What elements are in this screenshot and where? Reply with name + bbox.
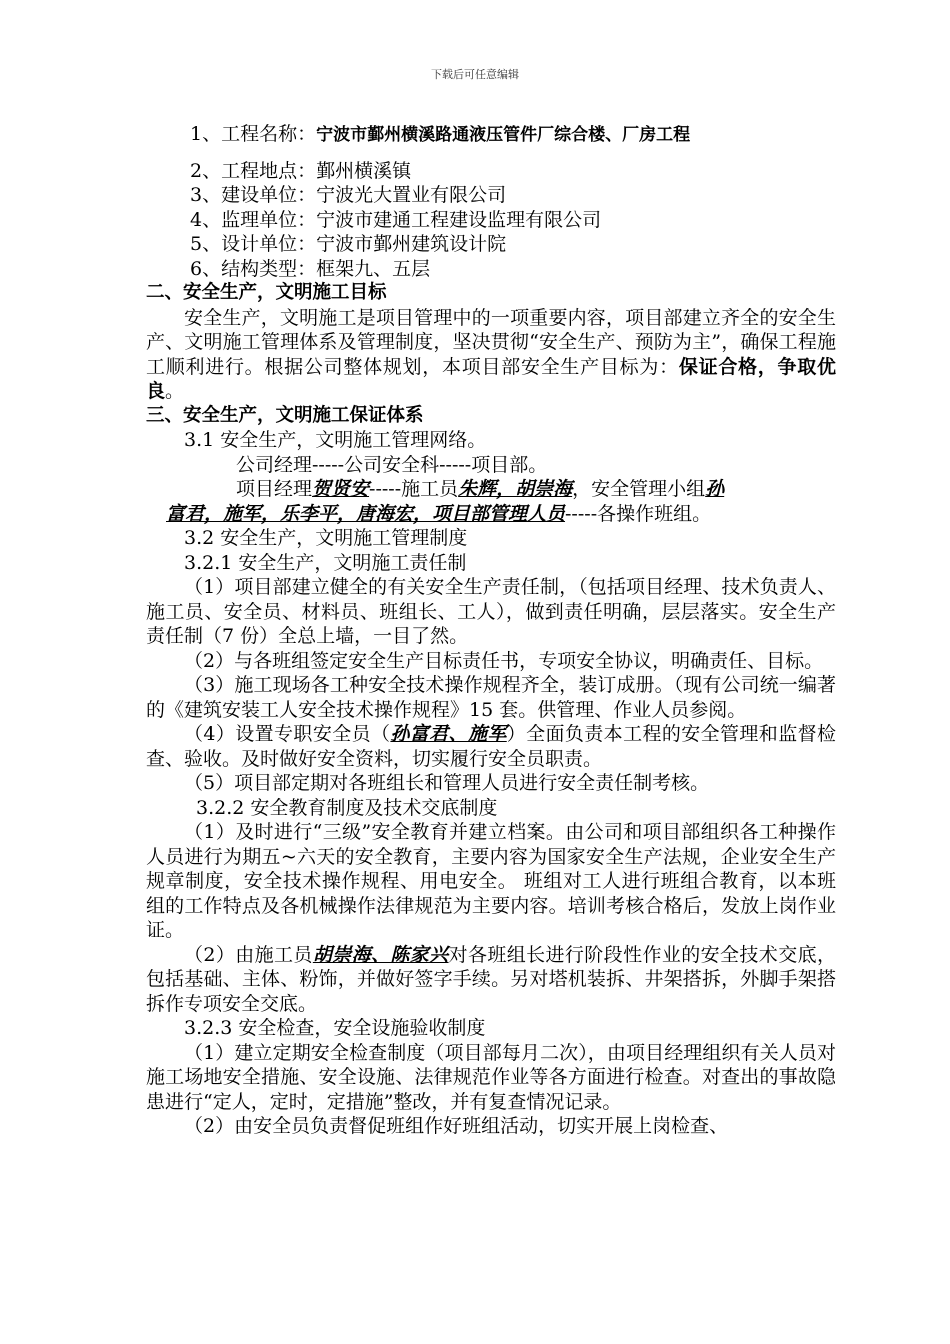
section-2-paragraph <box>146 306 836 404</box>
chain-manager-label: 项目经理 <box>236 478 313 500</box>
responsibility-item-4 <box>146 722 836 771</box>
document-body <box>146 122 836 1139</box>
project-owner: 3、建设单位：宁波光大置业有限公司 <box>190 184 507 206</box>
inspection-item-2: （2）由安全员负责督促班组作好班组活动，切实开展上岗检查、 <box>184 1115 729 1137</box>
project-supervisor: 4、监理单位：宁波市建通工程建设监理有限公司 <box>190 208 602 231</box>
chain-group-label: ，安全管理小组 <box>572 478 706 500</box>
manager-name: 贺贤安 <box>312 478 370 500</box>
project-name-line <box>146 122 836 148</box>
safety-goal: 保证合格，争取优良 <box>146 355 836 402</box>
subsection-3-2-3: 3.2.3 安全检查，安全设施验收制度 <box>184 1017 486 1039</box>
item-4-text-b: ）全面负责本工程的安全管理和监督检查、验收。及时做好安全资料，切实履行安全员职责。 <box>146 723 836 770</box>
education-item-1: （1）及时进行“三级”安全教育并建立档案。由公司和项目部组织各工种操作人员进行为期五~六天的安全教育，主要内容为国家安全生产法规，企业安全生产规章制度，安全技术操作规程、用电安全。 班组对工人进行班组合教育，以本班组的工作特点及各机械操作法律规范为主要内容。培训考核合格后，发放上岗作业证。 <box>146 821 836 941</box>
responsibility-item-1: （1）项目部建立健全的有关安全生产责任制，（包括项目经理、技术负责人、施工员、安全员、材料员、班组长、工人），做到责任明确，层层落实。安全生产责任制（7 份）全总上墙，一目了然。 <box>146 576 836 647</box>
subsection-3-2: 3.2 安全生产，文明施工管理制度 <box>184 527 468 549</box>
chain-end: -----各操作班组。 <box>565 502 712 525</box>
edu-2-names: 胡崇海、陈家兴 <box>312 943 449 966</box>
edu-2-text-b: 对各班组长进行阶段性作业的安全技术交底，包括基础、主体、粉饰，并做好签字手续。另对塔机装拆、井架搭拆，外脚手架搭拆作专项安全交底。 <box>146 943 836 1015</box>
project-name-value: 宁波市鄞州横溪路通液压管件厂综合楼、厂房工程 <box>316 125 691 145</box>
chain-worker-label: -----施工员 <box>369 478 459 500</box>
item-4-text-a: （4）设置专职安全员（ <box>184 723 391 745</box>
management-chain-cont <box>146 502 836 527</box>
section-3-heading: 三、安全生产，文明施工保证体系 <box>146 404 424 426</box>
responsibility-item-2: （2）与各班组签定安全生产目标责任书，专项安全协议，明确责任、目标。 <box>184 649 824 672</box>
project-location: 2、工程地点：鄞州横溪镇 <box>190 159 412 182</box>
section-2-text: 安全生产，文明施工是项目管理中的一项重要内容，项目部建立齐全的安全生产、文明施工管理体系及管理制度，坚决贯彻“安全生产、预防为主”，确保工程施工顺利进行。根据公司整体规划，本项目部安全生产目标为： <box>146 306 836 378</box>
education-item-2 <box>146 943 836 1017</box>
edu-2-text-a: （2）由施工员 <box>184 943 313 966</box>
subsection-3-2-1: 3.2.1 安全生产，文明施工责任制 <box>184 551 467 574</box>
subsection-3-1: 3.1 安全生产，文明施工管理网络。 <box>184 429 487 451</box>
subsection-3-2-2: 3.2.2 安全教育制度及技术交底制度 <box>196 796 498 819</box>
group-names: 富君，施军，乐李平，唐海宏，项目部管理人员 <box>166 502 566 525</box>
safety-officer-names: 孙富君、施军 <box>390 723 507 745</box>
section-2-heading: 二、安全生产，文明施工目标 <box>146 282 387 303</box>
section-2-end: 。 <box>165 380 185 402</box>
responsibility-item-3: （3）施工现场各工种安全技术操作规程齐全，装订成册。（现有公司统一编著的《建筑安装工人安全技术操作规程》15 套。供管理、作业人员参阅。 <box>146 674 836 721</box>
inspection-item-1: （1）建立定期安全检查制度（项目部每月二次），由项目经理组织有关人员对施工场地安全措施、安全设施、法律规范作业等各方面进行检查。对查出的事故隐患进行“定人，定时，定措施”整改，并有复查情况记录。 <box>146 1041 836 1113</box>
responsibility-item-5: （5）项目部定期对各班组长和管理人员进行安全责任制考核。 <box>184 772 710 794</box>
worker-names: 朱辉，胡崇海 <box>458 478 573 500</box>
project-name-label: 1、工程名称： <box>190 123 317 145</box>
page-header: 下载后可任意编辑 <box>431 68 519 81</box>
management-network: 公司经理-----公司安全科-----项目部。 <box>236 453 548 476</box>
project-designer: 5、设计单位：宁波市鄞州建筑设计院 <box>190 233 507 255</box>
group-names-start: 孙 <box>705 478 725 500</box>
management-chain <box>146 477 836 502</box>
project-structure: 6、结构类型：框架九、五层 <box>190 257 431 280</box>
